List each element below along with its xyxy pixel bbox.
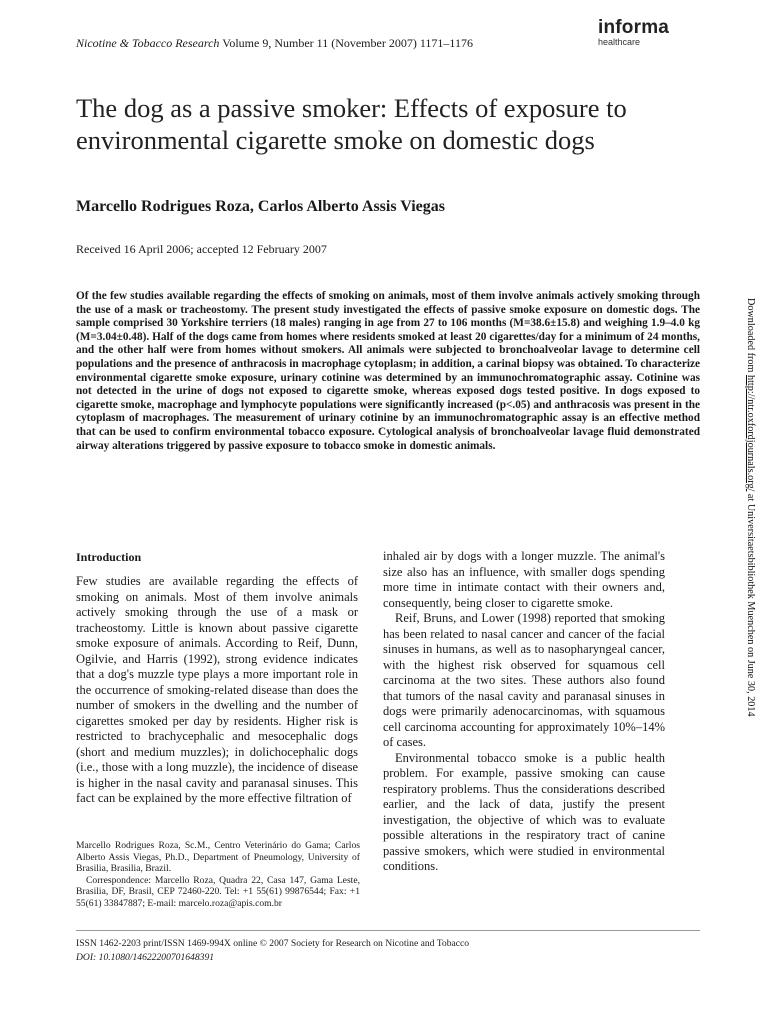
download-prefix: Downloaded from [745,298,756,375]
body-paragraph: Few studies are available regarding the effects of smoking on animals. Most of them involve animals actively smoking through the use of a mask or tracheostomy. Little is known about passive cigarette smoke exposure of animals. According to Reif, Dunn, Ogilvie, and Harris (1992), strong evidence indicates that a dog's muzzle type plays a more important role in the occurrence of smoking-related disease than does the number of smokers in the dwelling and the number of cigarettes smoked per day by residents. Higher risk is restricted to brachycephalic and mesocephalic dogs (short and medium muzzles); in dolichocephalic dogs (i.e., those with a long muzzle), the incidence of disease is higher in the nasal cavity and paranasal sinuses. This fact can be explained by the more effective filtration of [76,574,358,805]
body-paragraph: inhaled air by dogs with a longer muzzle. The animal's size also has an influence, with smaller dogs spending more time in intimate contact with their owners and, consequently, being closer to cigarette smoke. [383,549,665,610]
journal-citation [76,36,473,51]
download-notice [745,298,756,717]
issn-line: ISSN 1462-2203 print/ISSN 1469-994X online © 2007 Society for Research on Nicotine and Tobacco [76,938,470,949]
received-dates: Received 16 April 2006; accepted 12 February 2007 [76,242,327,256]
publisher-logo [598,18,669,47]
correspondence-note: Correspondence: Marcello Roza, Quadra 22, Casa 147, Gama Leste, Brasilia, DF, Brasil, CEP 72460-220. Tel: +1 55(61) 99876544; Fax: +1 55(61) 33847887; E-mail: marcelo.roza@apis.com.br [76,874,360,909]
affiliation-note: Marcello Rodrigues Roza, Sc.M., Centro Veterinário do Gama; Carlos Alberto Assis Viegas, Ph.D., Department of Pneumology, University of Brasilia, Brasilia, Brazil. [76,840,360,875]
article-authors: Marcello Rodrigues Roza, Carlos Alberto Assis Viegas [76,198,446,215]
journal-issue: Volume 9, Number 11 (November 2007) 1171–1176 [219,36,473,50]
journal-name: Nicotine & Tobacco Research [76,36,220,50]
download-link[interactable]: http://ntr.oxfordjournals.org/ [745,374,756,492]
body-column-left [76,574,358,807]
author-footnote [76,840,360,910]
article-title: The dog as a passive smoker: Effects of exposure to environmental cigarette smoke on domestic dogs [76,93,627,155]
section-heading-introduction: Introduction [76,550,142,564]
footer-divider [76,930,700,931]
download-suffix: at Universitaetsbibliothek Muenchen on June 30, 2014 [745,491,756,717]
body-column-right [383,549,665,875]
body-paragraph: Environmental tobacco smoke is a public health problem. For example, passive smoking can cause respiratory problems. Thus the considerations described earlier, and the lack of data, justify the present investigation, the objective of which was to evaluate possible alterations in the respiratory tract of canine passive smokers, which were studied in environmental conditions. [383,750,665,873]
doi-line: DOI: 10.1080/14622200701648391 [76,952,215,963]
abstract: Of the few studies available regarding the effects of smoking on animals, most of them involve animals actively smoking through the use of a mask or tracheostomy. The present study investigated the effects of passive smoke exposure on domestic dogs. The sample comprised 30 Yorkshire terriers (18 males) ranging in age from 27 to 106 months (M=38.6±15.8) and weighing 1.9–4.0 kg (M=3.04±0.48). Half of the dogs came from homes where residents smoked at least 20 cigarettes/day for a minimum of 24 months, and the other half were from homes without smokers. All animals were subjected to bronchoalveolar lavage to determine cell populations and the presence of anthracosis in macrophage cytoplasm; in addition, a carinal biopsy was obtained. To characterize environmental cigarette smoke exposure, urinary cotinine was determined by an immunochromatographic assay. Cotinine was not detected in the urine of dogs not exposed to cigarette smoke, whereas exposed dogs tested positive. In dogs exposed to cigarette smoke, macrophage and lymphocyte populations were significantly increased (p<.05) and anthracosis was present in the cytoplasm of macrophages. The measurement of urinary cotinine by an immunochromatographic assay is an effective method that can be used to confirm environmental tobacco exposure. Cytological analysis of bronchoalveolar lavage fluid demonstrated airway alterations triggered by passive exposure to tobacco smoke in domestic animals. [76,290,700,452]
logo-name: informa [598,17,670,38]
body-paragraph: Reif, Bruns, and Lower (1998) reported that smoking has been related to nasal cancer and cancer of the facial sinuses in humans, as well as to nasopharyngeal cancer, with the highest risk observed for squamous cell carcinoma at the two sites. These authors also found that tumors of the nasal cavity and paranasal sinuses in dogs were primarily adenocarcinomas, with squamous cell carcinoma accounting for approximately 10%–14% of cases. [383,611,665,749]
logo-subtitle: healthcare [598,37,641,47]
download-watermark [744,298,758,738]
